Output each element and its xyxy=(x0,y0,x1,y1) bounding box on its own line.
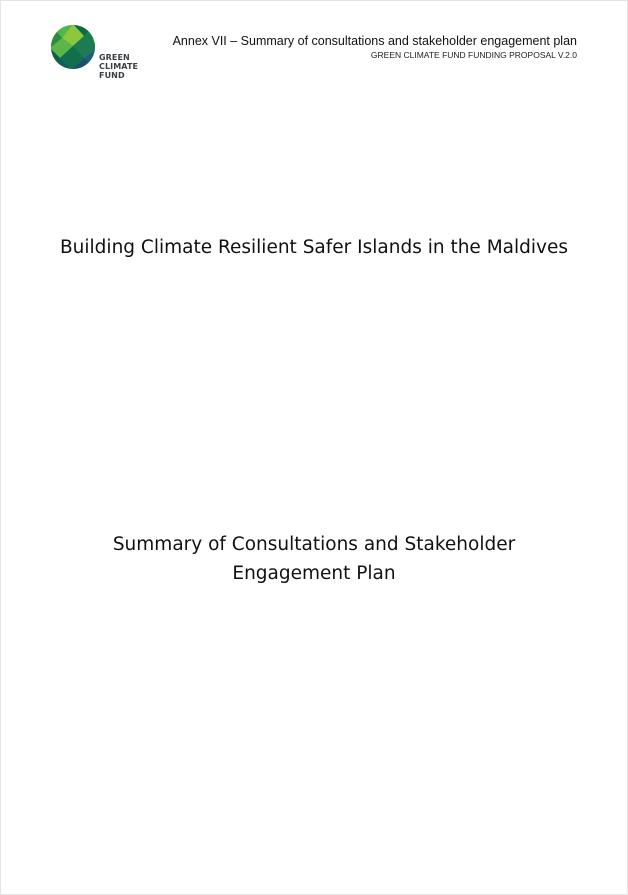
project-title: Building Climate Resilient Safer Islands in the Maldives xyxy=(59,237,568,258)
page-header xyxy=(173,34,577,61)
header-title: Annex VII – Summary of consultations and stakeholder engagement plan xyxy=(172,34,577,48)
logo-text-line: GREEN xyxy=(99,53,130,62)
gcf-logo xyxy=(50,24,142,82)
green-globe-icon xyxy=(50,24,96,70)
logo-text xyxy=(99,53,138,80)
logo-text-line: CLIMATE xyxy=(99,62,139,71)
header-subtitle: GREEN CLIMATE FUND FUNDING PROPOSAL V.2.0 xyxy=(370,50,577,60)
section-title: Summary of Consultations and Stakeholder Engagement Plan xyxy=(112,534,516,584)
logo-text-line: FUND xyxy=(99,71,125,80)
